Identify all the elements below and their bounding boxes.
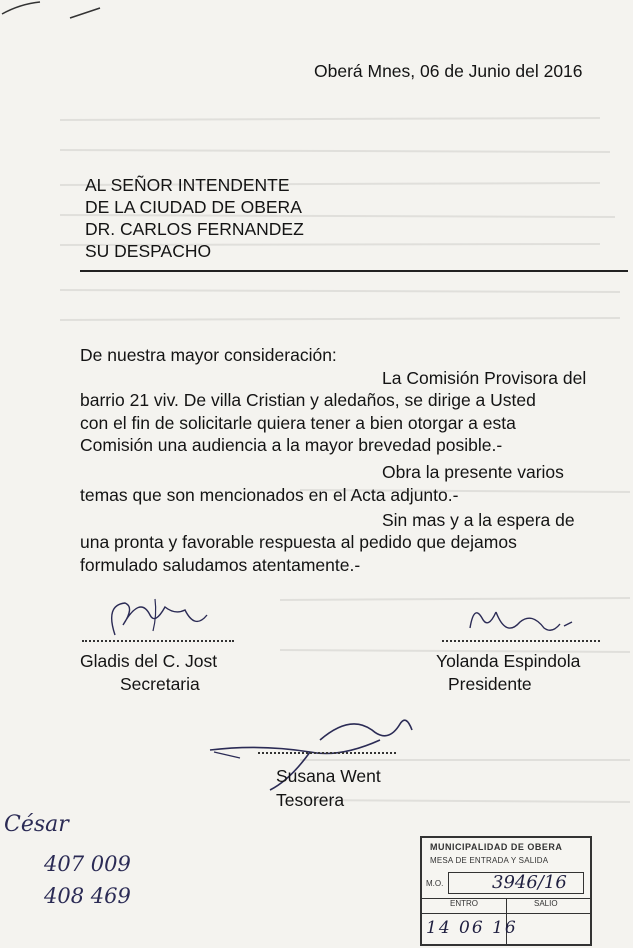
body-line: formulado saludamos atentamente.- [80, 555, 361, 575]
stamp-entro-label: ENTRO [450, 899, 478, 908]
body-line: Comisión una audiencia a la mayor brevedad posible.- [80, 435, 503, 455]
place-date: Oberá Mnes, 06 de Junio del 2016 [314, 61, 583, 81]
recipient-line: DE LA CIUDAD DE OBERA [85, 197, 302, 217]
stamp-title: MUNICIPALIDAD DE OBERA [430, 842, 563, 852]
scan-mark [0, 0, 110, 40]
signatory-left-role: Secretaria [120, 674, 200, 694]
signatory-center-name: Susana Went [276, 766, 381, 786]
body-line: La Comisión Provisora del [382, 368, 587, 388]
handwritten-number: 407 009 [44, 852, 131, 876]
signature-line-center [258, 752, 396, 754]
body-line: temas que son mencionados en el Acta adjunto.- [80, 485, 459, 505]
signatory-right-name: Yolanda Espindola [436, 651, 581, 671]
signature-line-right [442, 640, 600, 642]
signature-right [460, 598, 600, 644]
body-line: Sin mas y a la espera de [382, 510, 575, 530]
signature-left [95, 585, 215, 645]
handwritten-number: 408 469 [44, 884, 131, 908]
signatory-left-name: Gladis del C. Jost [80, 651, 218, 671]
header-rule [80, 270, 628, 272]
body-line: Obra la presente varios [382, 462, 564, 482]
recipient-line: SU DESPACHO [85, 241, 212, 261]
body-line: con el fin de solicitarle quiera tener a bien otorgar a esta [80, 413, 516, 433]
body-line: una pronta y favorable respuesta al pedido que dejamos [80, 532, 517, 552]
stamp-entry-date: 14 06 16 [426, 918, 518, 938]
recipient-line: DR. CARLOS FERNANDEZ [85, 219, 304, 239]
stamp-mo-label: M.O. [426, 879, 444, 888]
recipient-line: AL SEÑOR INTENDENTE [85, 175, 290, 195]
salutation: De nuestra mayor consideración: [80, 345, 337, 365]
stamp-subtitle: MESA DE ENTRADA Y SALIDA [430, 856, 549, 865]
reception-stamp [420, 836, 592, 946]
signatory-center-role: Tesorera [276, 790, 345, 810]
signature-line-left [82, 640, 234, 642]
signatory-right-role: Presidente [448, 674, 532, 694]
handwritten-name: César [4, 812, 69, 837]
stamp-mo-number: 3946/16 [492, 872, 567, 893]
body-line: barrio 21 viv. De villa Cristian y aledaños, se dirige a Usted [80, 390, 536, 410]
stamp-salio-label: SALIO [534, 899, 558, 908]
